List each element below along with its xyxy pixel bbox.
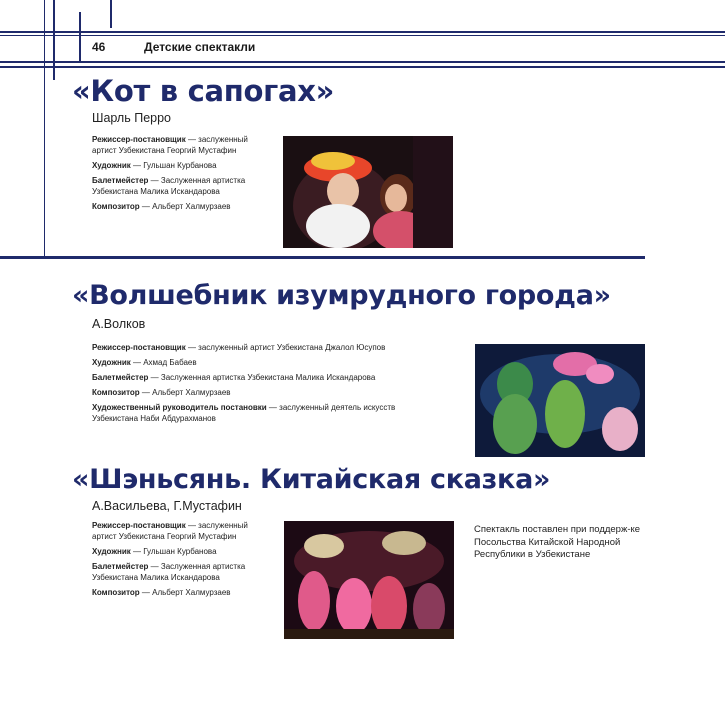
credit-item: Режиссер-постановщик — заслуженный артист Узбекистана Георгий Мустафин <box>92 135 248 155</box>
section-title: Детские спектакли <box>144 40 256 54</box>
credit-item: Балетмейстер — Заслуженная артистка Узбекистана Малика Искандарова <box>92 562 246 582</box>
credit-item: Художественный руководитель постановки — заслуженный деятель искусств Узбекистана Наби Абдурахманов <box>92 403 396 423</box>
vertical-rule-1 <box>44 0 45 258</box>
top-rule-1 <box>0 31 725 33</box>
top-rule-2 <box>0 35 725 36</box>
play-author-2: А.Волков <box>92 317 146 331</box>
play-title-3: «Шэньсянь. Китайская сказка» <box>72 464 551 495</box>
credit-item: Балетмейстер — Заслуженная артистка Узбекистана Малика Искандарова <box>92 373 376 382</box>
play-author-1: Шарль Перро <box>92 111 172 125</box>
play-photo-1 <box>283 136 453 248</box>
play-photo-2 <box>475 344 645 457</box>
credits-list-1 <box>92 134 262 216</box>
credit-item: Балетмейстер — Заслуженная артистка Узбекистана Малика Искандарова <box>92 176 246 196</box>
credits-list-2 <box>92 342 442 428</box>
vertical-rule-3 <box>79 12 81 62</box>
credit-item: Художник — Гульшан Курбанова <box>92 547 217 556</box>
vertical-rule-2 <box>53 0 55 80</box>
play-photo-3 <box>284 521 454 639</box>
credit-item: Режиссер-постановщик — заслуженный артист Узбекистана Георгий Мустафин <box>92 521 248 541</box>
credit-item: Композитор — Альберт Халмурзаев <box>92 202 231 211</box>
credits-list-3 <box>92 520 262 602</box>
sponsor-note: Спектакль поставлен при поддерж-ке Посольства Китайской Народной Республики в Узбекистане <box>474 524 641 560</box>
section-divider <box>0 256 645 259</box>
vertical-rule-4 <box>110 0 112 28</box>
credit-item: Художник — Ахмад Бабаев <box>92 358 197 367</box>
credit-item: Композитор — Альберт Халмурзаев <box>92 588 231 597</box>
credit-item: Режиссер-постановщик — заслуженный артист Узбекистана Джалол Юсупов <box>92 343 386 352</box>
page-number: 46 <box>92 40 106 54</box>
top-rule-4 <box>0 66 725 68</box>
play-title-2: «Волшебник изумрудного города» <box>72 280 611 311</box>
credit-item: Художник — Гульшан Курбанова <box>92 161 217 170</box>
top-rule-3 <box>0 61 725 63</box>
play-author-3: А.Васильева, Г.Мустафин <box>92 499 242 513</box>
credit-item: Композитор — Альберт Халмурзаев <box>92 388 231 397</box>
play-title-1: «Кот в сапогах» <box>72 74 335 108</box>
